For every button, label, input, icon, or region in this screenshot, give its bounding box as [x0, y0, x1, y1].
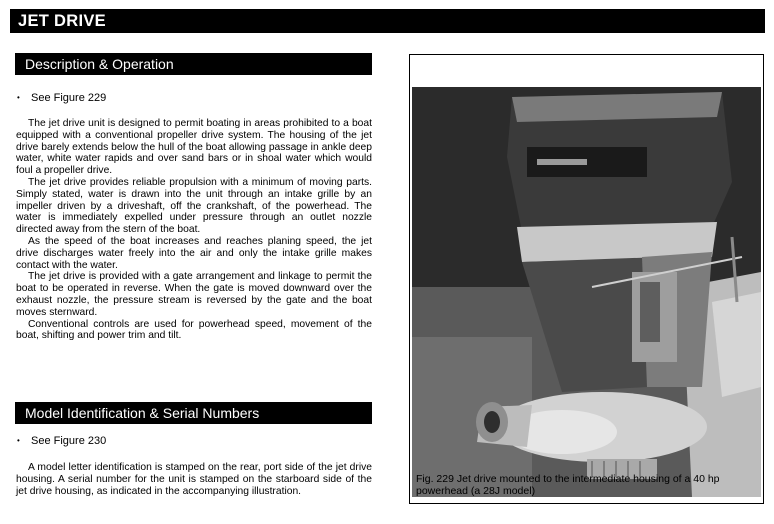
paragraph: Conventional controls are used for powerhead speed, movement of the boat, shifting and power trim and tilt. [16, 318, 372, 342]
section-heading-description: Description & Operation [15, 53, 372, 75]
bullet-icon: • [17, 436, 20, 446]
paragraph: The jet drive is provided with a gate arrangement and linkage to permit the boat to be operated in reverse. When the gate is moved downward over the exhaust nozzle, the pressure stream is reversed by the gate and the boat moves sternward. [16, 271, 372, 318]
section-heading-model-identification: Model Identification & Serial Numbers [15, 402, 372, 424]
figure-reference-text: See Figure 229 [31, 92, 107, 104]
paragraph: As the speed of the boat increases and reaches planing speed, the jet drive discharges water freely into the air and only the intake grille makes contact with the water. [16, 235, 372, 271]
paragraph: The jet drive provides reliable propulsion with a minimum of moving parts. Simply stated, water is drawn into the unit through an intake grille by an impeller driven by a driveshaft, off the crankshaft, of the powerhead. The water is immediately expelled under pressure through an outlet nozzle directed away from the stern of the boat. [16, 176, 372, 236]
figure-reference-text: See Figure 230 [31, 435, 107, 447]
figure-229 [409, 54, 764, 504]
model-identification-body [16, 462, 372, 497]
figure-reference-229 [17, 91, 106, 105]
description-body [16, 118, 372, 342]
paragraph: A model letter identification is stamped on the rear, port side of the jet drive housing. A serial number for the unit is stamped on the starboard side of the jet drive housing, as indicated in the accompanying illustration. [16, 462, 372, 497]
figure-reference-230 [17, 434, 106, 448]
jet-drive-photo [412, 60, 761, 524]
bullet-icon: • [17, 93, 20, 103]
paragraph: The jet drive unit is designed to permit boating in areas prohibited to a boat equipped with a conventional propeller drive system. The housing of the jet drive barely extends below the hull of the boat allowing passage in ankle deep water, white water rapids and over sand bars or in shoal water which would foul a propeller drive. [16, 118, 372, 177]
page-title: JET DRIVE [10, 9, 765, 33]
figure-caption: Fig. 229 Jet drive mounted to the intermediate housing of a 40 hp powerhead (a 28J model) [416, 473, 720, 497]
